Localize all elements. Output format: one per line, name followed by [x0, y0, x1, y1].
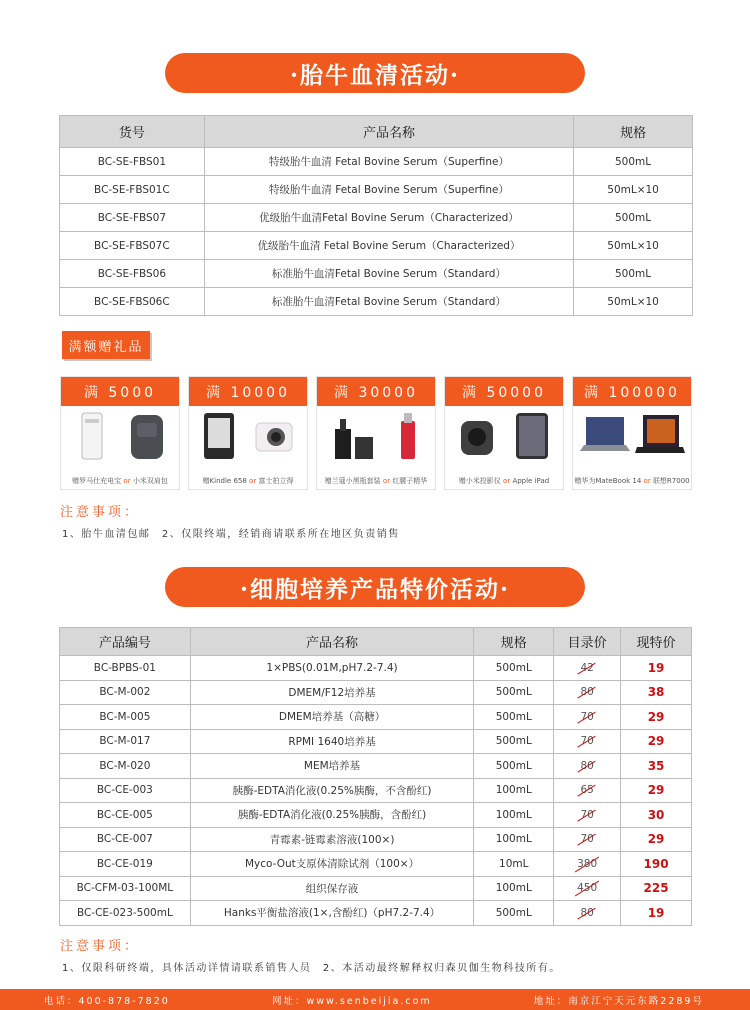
special-price-cell: 190 — [621, 852, 692, 877]
list-price-struck: 80 — [580, 906, 594, 919]
list-price-cell — [554, 803, 621, 828]
gift-or-label: or — [249, 477, 257, 485]
spec-cell: 100mL — [474, 876, 554, 901]
gift-caption — [573, 470, 691, 486]
table-row — [60, 232, 693, 260]
list-price-struck: 42 — [580, 661, 594, 674]
notes-title: 注意事项： — [60, 505, 141, 520]
product-number-cell: BC-CE-005 — [60, 803, 191, 828]
gift-tag: 满额赠礼品 — [62, 331, 150, 359]
product-number-cell: BC-M-005 — [60, 705, 191, 730]
table-row — [60, 705, 692, 730]
gift-option-a: 赠Kindle 658 — [202, 477, 247, 485]
product-name-cell: 组织保存液 — [190, 876, 474, 901]
spec-cell: 100mL — [474, 827, 554, 852]
col-header-list-price: 目录价 — [554, 628, 621, 656]
list-price-cell — [554, 901, 621, 926]
gift-tier-label: 满 5000 — [61, 377, 179, 406]
spec-cell: 50mL×10 — [574, 176, 693, 204]
gift-tier-card — [188, 376, 308, 490]
list-price-struck: 80 — [580, 759, 594, 772]
list-price-struck: 70 — [580, 710, 594, 723]
gift-or-label: or — [382, 477, 391, 485]
table-row — [60, 778, 692, 803]
col-header-special-price: 现特价 — [621, 628, 692, 656]
product-name-cell: 特级胎牛血清 Fetal Bovine Serum（Superfine） — [204, 176, 573, 204]
list-price-struck: 70 — [580, 833, 594, 846]
gift-tier-card — [444, 376, 564, 490]
table-row — [60, 680, 692, 705]
gift-product-image — [329, 409, 377, 467]
table-row — [60, 901, 692, 926]
gift-tier-label: 满 30000 — [317, 377, 435, 406]
table-row — [60, 852, 692, 877]
col-header-product-no: 产品编号 — [60, 628, 191, 656]
product-name-cell: DMEM/F12培养基 — [190, 680, 474, 705]
gift-caption — [61, 470, 179, 486]
product-number-cell: BC-CE-003 — [60, 778, 191, 803]
gift-product-image — [200, 409, 238, 467]
gift-product-image — [633, 409, 687, 467]
spec-cell: 500mL — [474, 656, 554, 681]
table-row — [60, 754, 692, 779]
gift-tier-label: 满 50000 — [445, 377, 563, 406]
product-number-cell: BC-M-002 — [60, 680, 191, 705]
product-name-cell: 胰酶-EDTA消化液(0.25%胰酶，不含酚红) — [190, 778, 474, 803]
gift-product-images — [445, 406, 563, 470]
table-row — [60, 176, 693, 204]
notes-title: 注意事项： — [60, 939, 141, 954]
list-price-cell — [554, 778, 621, 803]
spec-cell: 500mL — [574, 148, 693, 176]
col-header-spec: 规格 — [574, 116, 693, 148]
notes-text: 1、仅限科研终端，具体活动详情请联系销售人员 2、本活动最终解释权归森贝伽生物科技所有。 — [62, 963, 561, 974]
fbs-product-table — [59, 115, 693, 316]
spec-cell: 500mL — [474, 754, 554, 779]
special-price-cell: 19 — [621, 656, 692, 681]
special-price-cell: 29 — [621, 827, 692, 852]
product-number-cell: BC-BPBS-01 — [60, 656, 191, 681]
product-name-cell: DMEM培养基（高糖） — [190, 705, 474, 730]
special-price-cell: 29 — [621, 705, 692, 730]
catalog-number-cell: BC-SE-FBS07 — [60, 204, 205, 232]
product-number-cell: BC-M-020 — [60, 754, 191, 779]
table-row — [60, 148, 693, 176]
gift-tier-card — [572, 376, 692, 490]
list-price-cell — [554, 754, 621, 779]
gift-or-label: or — [503, 477, 511, 485]
gift-option-b: 小米双肩包 — [132, 477, 168, 485]
catalog-number-cell: BC-SE-FBS06C — [60, 288, 205, 316]
catalog-number-cell: BC-SE-FBS01 — [60, 148, 205, 176]
footer-bar — [0, 989, 750, 1010]
footer-phone: 电话：400-878-7820 — [44, 995, 170, 1007]
product-name-cell: Hanks平衡盐溶液(1×,含酚红)（pH7.2-7.4） — [190, 901, 474, 926]
gift-or-label: or — [643, 477, 651, 485]
footer-address: 地址：南京江宁天元东路2289号 — [533, 995, 704, 1007]
spec-cell: 50mL×10 — [574, 288, 693, 316]
gift-product-image — [72, 409, 112, 467]
list-price-cell — [554, 705, 621, 730]
table-row — [60, 827, 692, 852]
gift-product-images — [317, 406, 435, 470]
product-name-cell: 标准胎牛血清Fetal Bovine Serum（Standard） — [204, 260, 573, 288]
product-name-cell: RPMI 1640培养基 — [190, 729, 474, 754]
special-price-cell: 29 — [621, 729, 692, 754]
gift-option-b: 联想R7000 — [652, 477, 690, 485]
table-row — [60, 288, 693, 316]
special-price-cell: 35 — [621, 754, 692, 779]
fbs-promo-banner: ·胎牛血清活动· — [165, 53, 585, 93]
product-name-cell: 胰酶-EDTA消化液(0.25%胰酶，含酚红) — [190, 803, 474, 828]
product-name-cell: 标准胎牛血清Fetal Bovine Serum（Standard） — [204, 288, 573, 316]
gift-caption — [445, 470, 563, 486]
special-price-cell: 30 — [621, 803, 692, 828]
spec-cell: 50mL×10 — [574, 232, 693, 260]
list-price-struck: 65 — [580, 784, 594, 797]
special-price-cell: 225 — [621, 876, 692, 901]
list-price-cell — [554, 827, 621, 852]
gift-option-a: 赠罗马仕充电宝 — [72, 477, 122, 485]
gift-product-images — [573, 406, 691, 470]
table-header-row — [60, 116, 693, 148]
cell-culture-promo-banner: ·细胞培养产品特价活动· — [165, 567, 585, 607]
product-name-cell: 优级胎牛血清Fetal Bovine Serum（Characterized） — [204, 204, 573, 232]
table-header-row — [60, 628, 692, 656]
spec-cell: 100mL — [474, 803, 554, 828]
gift-product-images — [189, 406, 307, 470]
special-price-cell: 29 — [621, 778, 692, 803]
col-header-catalog: 货号 — [60, 116, 205, 148]
gift-tier-card — [60, 376, 180, 490]
gift-caption — [189, 470, 307, 486]
list-price-struck: 70 — [580, 808, 594, 821]
catalog-number-cell: BC-SE-FBS06 — [60, 260, 205, 288]
list-price-cell — [554, 852, 621, 877]
list-price-struck: 380 — [577, 857, 598, 870]
cell-culture-product-table — [59, 627, 692, 926]
gift-or-label: or — [123, 477, 131, 485]
gift-product-image — [510, 409, 554, 467]
table-row — [60, 656, 692, 681]
gift-product-image — [125, 409, 169, 467]
spec-cell: 500mL — [474, 901, 554, 926]
table-row — [60, 803, 692, 828]
list-price-cell — [554, 656, 621, 681]
gift-option-a: 赠兰蔻小黑瓶套装 — [324, 477, 381, 485]
list-price-cell — [554, 680, 621, 705]
spec-cell: 500mL — [574, 204, 693, 232]
list-price-struck: 450 — [577, 882, 598, 895]
product-name-cell: MEM培养基 — [190, 754, 474, 779]
notes-text: 1、胎牛血清包邮 2、仅限终端，经销商请联系所在地区负责销售 — [62, 529, 400, 540]
product-number-cell: BC-CE-019 — [60, 852, 191, 877]
gift-product-image — [455, 409, 499, 467]
gift-option-b: Apple iPad — [512, 477, 550, 485]
special-price-cell: 38 — [621, 680, 692, 705]
col-header-spec: 规格 — [474, 628, 554, 656]
product-name-cell: Myco-Out支原体清除试剂（100×） — [190, 852, 474, 877]
spec-cell: 500mL — [474, 729, 554, 754]
gift-product-image — [393, 409, 423, 467]
col-header-name: 产品名称 — [204, 116, 573, 148]
product-number-cell: BC-CFM-03-100ML — [60, 876, 191, 901]
catalog-number-cell: BC-SE-FBS07C — [60, 232, 205, 260]
spec-cell: 500mL — [474, 680, 554, 705]
list-price-cell — [554, 876, 621, 901]
gift-caption — [317, 470, 435, 486]
gift-product-image — [252, 409, 296, 467]
list-price-struck: 80 — [580, 686, 594, 699]
footer-website: 网址：www.senbeijia.com — [271, 995, 432, 1007]
spec-cell: 500mL — [574, 260, 693, 288]
gift-product-images — [61, 406, 179, 470]
product-name-cell: 优级胎牛血清 Fetal Bovine Serum（Characterized） — [204, 232, 573, 260]
product-number-cell: BC-CE-007 — [60, 827, 191, 852]
catalog-number-cell: BC-SE-FBS01C — [60, 176, 205, 204]
gift-option-a: 赠华为MateBook 14 — [574, 477, 642, 485]
product-name-cell: 1×PBS(0.01M,pH7.2-7.4) — [190, 656, 474, 681]
list-price-struck: 70 — [580, 735, 594, 748]
gift-product-image — [578, 409, 632, 467]
table-row — [60, 204, 693, 232]
special-price-cell: 19 — [621, 901, 692, 926]
product-number-cell: BC-M-017 — [60, 729, 191, 754]
gift-option-b: 富士拍立得 — [258, 477, 294, 485]
col-header-name: 产品名称 — [190, 628, 474, 656]
gift-tier-label: 满 10000 — [189, 377, 307, 406]
product-name-cell: 青霉素-链霉素溶液(100×) — [190, 827, 474, 852]
table-row — [60, 876, 692, 901]
gift-option-a: 赠小米投影仪 — [458, 477, 501, 485]
list-price-cell — [554, 729, 621, 754]
product-number-cell: BC-CE-023-500mL — [60, 901, 191, 926]
spec-cell: 10mL — [474, 852, 554, 877]
table-row — [60, 729, 692, 754]
table-row — [60, 260, 693, 288]
spec-cell: 100mL — [474, 778, 554, 803]
product-name-cell: 特级胎牛血清 Fetal Bovine Serum（Superfine） — [204, 148, 573, 176]
spec-cell: 500mL — [474, 705, 554, 730]
gift-tier-label: 满 100000 — [573, 377, 691, 406]
gift-tier-card — [316, 376, 436, 490]
gift-option-b: 红腰子精华 — [392, 477, 428, 485]
